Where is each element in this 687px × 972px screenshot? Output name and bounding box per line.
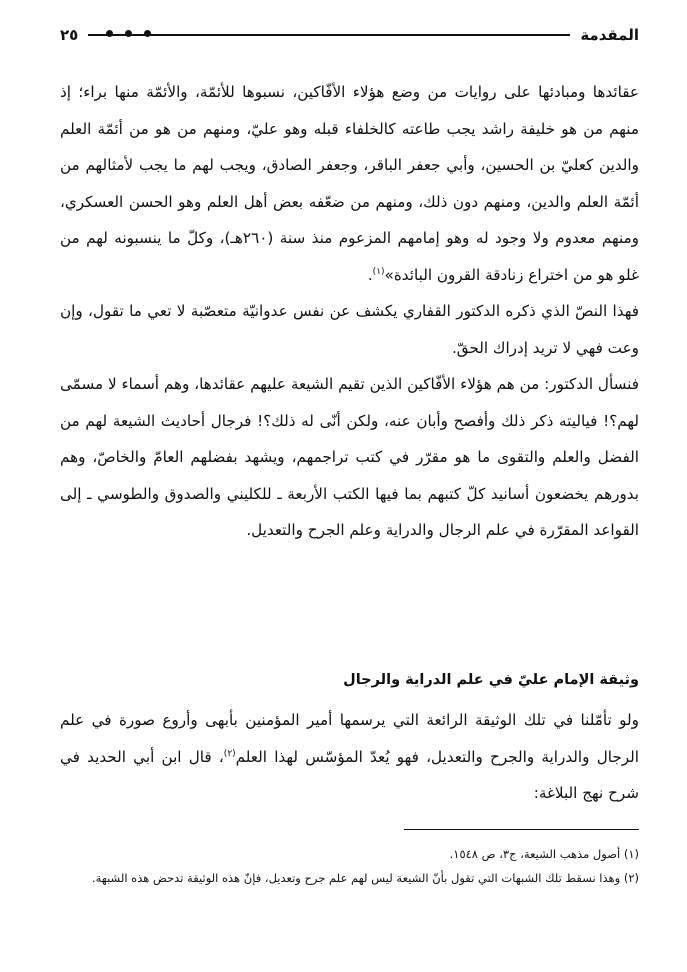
header-ornament [106,30,151,37]
main-text [60,74,639,549]
ornament-dot [144,30,151,37]
section-paragraph-text: ولو تأمّلنا في تلك الوثيقة الرائعة التي يرسمها أمير المؤمنين بأبهى وأروع صورة في علم الرجال والدراية والجرح والتعديل، فهو يُعدّ المؤسّس لهذا العلم [60,711,639,766]
page-header [60,20,639,50]
footnote-separator [404,829,639,830]
paragraph-1: عقائدها ومبادئها على روايات من وضع هؤلاء الأفّاكين، نسبوها للأئمّة، والأئمّة منها براء؛ إذ منهم من هو خليفة راشد يجب طاعته كالخلفاء قبله وهو عليّ، ومنهم من هو من أئمّة العلم والدين كعليّ بن الحسين، وأبي جعفر الباقر، وجعفر الصادق، ويجب لهم ما يجب لأمثالهم من أئمّة العلم والدين، ومنهم دون ذلك، ومنهم من ضعّفه بعض أهل العلم وهو الحسن العسكري، ومنهم معدوم ولا وجود له وهو إمامهم المزعوم منذ سنة (٢٦٠هـ)، وكلّ ما ينسبونه لهم من غلو هو من اختراع زنادقة القرون البائدة»$^{(١)}$. [60,83,639,284]
ornament-dot [106,30,113,37]
footnote-ref-1: (١) [372,266,385,277]
paragraph-1-text: عقائدها ومبادئها على روايات من وضع هؤلاء الأفّاكين، نسبوها للأئمّة، والأئمّة منها براء؛ إذ منهم من هو خليفة راشد يجب طاعته كالخلفاء قبله وهو عليّ، ومنهم من هو من أئمّة العلم والدين كعليّ بن الحسين، وأبي جعفر الباقر، وجعفر الصادق، ويجب لهم ما يجب لأمثالهم من أئمّة العلم والدين، ومنهم دون ذلك، ومنهم من ضعّفه بعض أهل العلم وهو الحسن العسكري، ومنهم معدوم ولا وجود له وهو إمامهم المزعوم منذ سنة (٢٦٠هـ)، وكلّ ما ينسبونه لهم من غلو هو من اختراع زنادقة القرون البائدة» [60,83,639,284]
paragraph-2-text: فهذا النصّ الذي ذكره الدكتور القفاري يكشف عن نفس عدوانيّة متعصّبة لا تعي ما تقول، وإن وعت فهي لا تريد إدراك الحقّ. [60,302,639,357]
page-number: ٢٥ [60,26,79,44]
section-paragraph-tail: ، قال ابن أبي الحديد في شرح نهج البلاغة: [60,747,639,802]
section-paragraph [60,702,639,812]
paragraph-2 [60,293,639,366]
footnotes [60,842,639,890]
header-rule [88,34,570,36]
footnote-1: (١) أصول مذهب الشيعة، ج٣، ص ١٥٤٨. [449,847,639,861]
footnote-ref-2: (٢) [223,748,236,759]
section-text [60,702,639,812]
paragraph-3-text: فنسأل الدكتور: من هم هؤلاء الأفّاكين الذين تقيم الشيعة عليهم عقائدها، وهم أسماء لا مسمّى لهم؟! فياليته ذكر ذلك وأفصح وأبان عنه، ولكن أنّى له ذلك؟! فرجال أحاديث الشيعة لهم من الفضل والعلم والتقوى ما هو مقرّر في كتب تراجمهم، ويشهد بفضلهم العامّ والخاصّ، وهم بدورهم يخضعون أسانيد كلّ كتبهم بما فيها الكتب الأربعة ـ للكليني والصدوق والطوسي ـ إلى القواعد المقرّرة في علم الرجال والدراية وعلم الجرح والتعديل. [60,375,639,539]
running-head-title: المقدمة [580,26,639,44]
ornament-dot [125,30,132,37]
footnote-2: (٢) وهذا نسقط تلك الشبهات التي تقول بأنّ الشيعة ليس لهم علم جرح وتعديل، فإنّ هذه الوثيقة تدحض هذه الشبهة. [91,871,639,885]
section-heading: وثيقة الإمام عليّ في علم الدراية والرجال [343,672,639,688]
paragraph-3 [60,366,639,549]
